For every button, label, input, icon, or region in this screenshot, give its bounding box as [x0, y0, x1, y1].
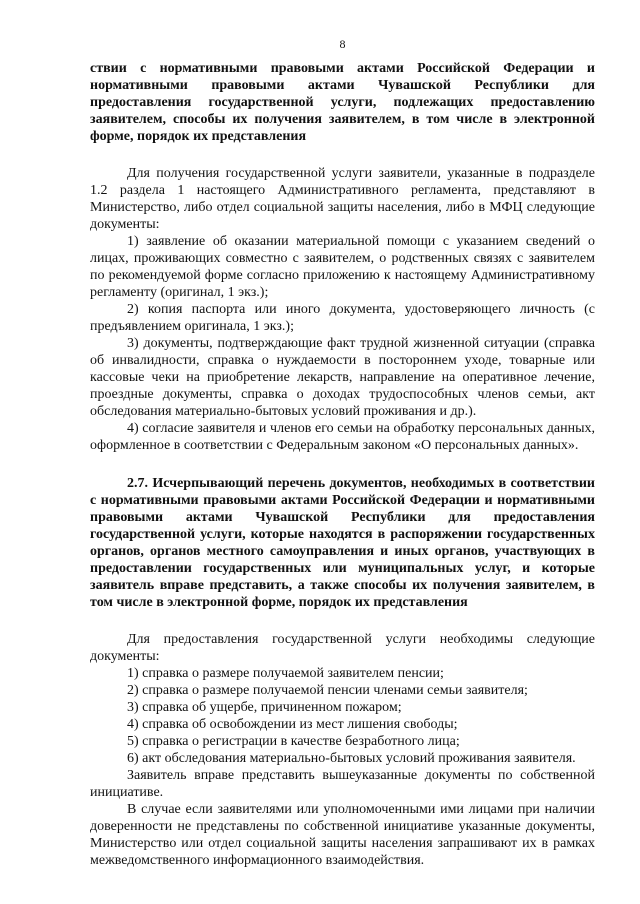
list-item: 4) согласие заявителя и членов его семьи на обработку персональных данных, оформленное в соответствии с Федеральным законом «О персональных данных».: [90, 421, 595, 453]
list-item: 3) справка об ущербе, причиненном пожаром;: [127, 700, 402, 715]
list-item: 4) справка об освобождении из мест лишения свободы;: [127, 717, 458, 732]
list-item: 1) справка о размере получаемой заявителем пенсии;: [127, 666, 444, 681]
list-item: 2) копия паспорта или иного документа, удостоверяющего личность (с предъявлением оригинала, 1 экз.);: [90, 302, 595, 334]
list-item: 6) акт обследования материально-бытовых условий проживания заявителя.: [127, 751, 576, 766]
list-item: 1) заявление об оказании материальной помощи с указанием сведений о лицах, проживающих совместно с заявителем, о родственных связях с заявителем по рекомендуемой форме согласно приложению к настоящему Административному регламенту (оригинал, 1 экз.);: [90, 234, 595, 300]
list-item: 3) документы, подтверждающие факт трудной жизненной ситуации (справка об инвалидности, справка о нуждаемости в постороннем уходе, товарные или кассовые чеки на приобретение лекарств, направление на оперативное лечение, проездные документы, справка о доходах трудоспособных членов семьи, акт обследования материально-бытовых условий проживания и др.).: [90, 336, 595, 419]
section-2-7-body: [90, 631, 595, 869]
section-heading-2-7: 2.7. Исчерпывающий перечень документов, необходимых в соответствии с нормативными правовыми актами Российской Федерации и нормативными правовыми актами Чувашской Республики для предоставления государственной услуги, которые находятся в распоряжении государственных органов, органов местного самоуправления и иных органов, участвующих в предоставлении государственных или муниципальных услуг, и которые заявитель вправе представить, а также способы их получения заявителем, в том числе в электронной форме, порядок их представления: [90, 476, 595, 610]
section-heading-continued: ствии с нормативными правовыми актами Российской Федерации и нормативными правовыми актами Чувашской Республики для предоставления государственной услуги, подлежащих предоставлению заявителем, способы их получения заявителем, в том числе в электронной форме, порядок их представления: [90, 61, 595, 144]
paragraph-intro: Для предоставления государственной услуги необходимы следующие документы:: [90, 632, 595, 664]
list-item: 5) справка о регистрации в качестве безработного лица;: [127, 734, 460, 749]
documents-list-section: [90, 165, 595, 454]
list-item: 2) справка о размере получаемой пенсии членами семьи заявителя;: [127, 683, 528, 698]
paragraph-intro: Для получения государственной услуги заявители, указанные в подразделе 1.2 раздела 1 настоящего Административного регламента, представляют в Министерство, либо отдел социальной защиты населения, либо в МФЦ следующие документы:: [90, 166, 595, 232]
paragraph-note: Заявитель вправе представить вышеуказанные документы по собственной инициативе.: [90, 768, 595, 800]
paragraph-final: В случае если заявителями или уполномоченными ими лицами при наличии доверенности не представлены по собственной инициативе указанные документы, Министерство или отдел социальной защиты населения запрашивают их в рамках межведомственного информационного взаимодействия.: [90, 802, 595, 868]
page-number: 8: [339, 37, 346, 51]
